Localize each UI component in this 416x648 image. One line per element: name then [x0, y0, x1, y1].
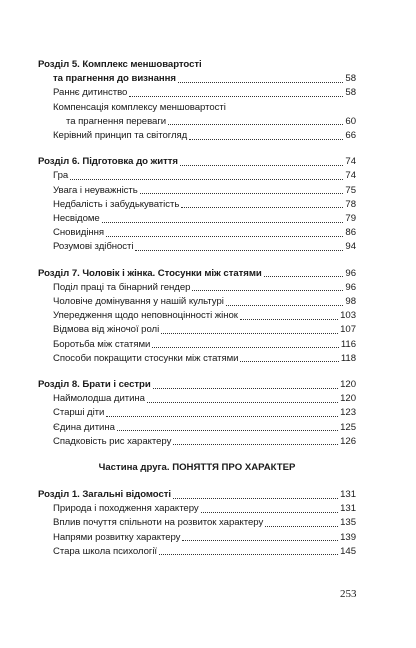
toc-entry-title: Розділ 1. Загальні відомості: [38, 489, 172, 501]
dot-leader: [106, 416, 338, 417]
toc-entry: [38, 531, 356, 545]
toc-entry-page: 116: [340, 338, 356, 350]
toc-entry-title: Сновидіння: [53, 227, 105, 239]
toc-chapter-entry: [38, 155, 356, 169]
toc-sections: [38, 58, 356, 449]
toc-entry-page: 120: [340, 393, 356, 405]
dot-leader: [181, 207, 343, 208]
dot-leader: [240, 319, 338, 320]
toc-section: [38, 267, 356, 366]
toc-entry: [38, 198, 356, 212]
toc-entry-title: Раннє дитинство: [53, 87, 128, 99]
toc-entry-title: Несвідоме: [53, 213, 100, 225]
toc-entry: [38, 392, 356, 406]
toc-entry-title: Вплив почуття спільноти на розвиток характеру: [53, 517, 264, 529]
toc-entry-page: 107: [340, 324, 356, 336]
toc-entry-page: 135: [340, 517, 356, 529]
toc-section: [38, 378, 356, 449]
toc-entry-title: Єдина дитина: [53, 421, 115, 433]
toc-entry: [38, 545, 356, 559]
toc-entry: [38, 115, 356, 129]
toc-entry-page: 96: [345, 267, 356, 279]
dot-leader: [240, 361, 338, 362]
dot-leader: [161, 333, 338, 334]
toc-entry-title: та прагнення до визнання: [53, 73, 176, 85]
dot-leader: [102, 222, 344, 223]
dot-leader: [173, 444, 338, 445]
toc-entry-title: Керівний принцип та світогляд: [53, 130, 188, 142]
toc-entry-title: Відмова від жіночої ролі: [53, 324, 160, 336]
toc-entry-page: 126: [340, 435, 356, 447]
toc-entry-page: 96: [345, 281, 356, 293]
toc-entry-title: Стара школа психології: [53, 545, 158, 557]
toc-entry-page: 86: [345, 227, 356, 239]
page-number: 253: [340, 588, 357, 600]
toc-entry-title: Старші діти: [53, 407, 105, 419]
toc-entry-title: Поділ праці та бінарний гендер: [53, 281, 191, 293]
toc-entry: [38, 435, 356, 449]
toc-entry-page: 125: [340, 421, 356, 433]
toc-entry-page: 74: [345, 156, 356, 168]
toc-entry-page: 98: [345, 296, 356, 308]
toc-chapter-entry: [38, 267, 356, 281]
dot-leader: [70, 179, 343, 180]
dot-leader: [117, 430, 338, 431]
dot-leader: [226, 305, 344, 306]
toc-entry-title: Компенсація комплексу меншовартості: [53, 101, 226, 113]
toc-entry-title: Напрями розвитку характеру: [53, 531, 181, 543]
toc-section: [38, 488, 356, 559]
toc-entry-page: 60: [345, 115, 356, 127]
dot-leader: [147, 402, 338, 403]
toc-entry: [38, 169, 356, 183]
toc-entry-title: Розділ 7. Чоловік і жінка. Стосунки між статями: [38, 267, 262, 279]
toc-section: [38, 155, 356, 254]
toc-entry-title: Розділ 6. Підготовка до життя: [38, 156, 178, 168]
toc-entry: [38, 226, 356, 240]
toc-entry-title: Увага і неуважність: [53, 184, 138, 196]
toc-entry: [38, 352, 356, 366]
dot-leader: [106, 236, 343, 237]
toc-entry: [38, 323, 356, 337]
toc-entry: [38, 516, 356, 530]
table-of-contents: [38, 58, 356, 571]
dot-leader: [192, 290, 343, 291]
toc-entry-page: 79: [345, 213, 356, 225]
toc-entry: [38, 129, 356, 143]
toc-chapter-entry: [38, 378, 356, 392]
toc-entry-title: Упередження щодо неповноцінності жінок: [53, 310, 238, 322]
toc-entry-title: Недбалість і забудькуватість: [53, 198, 180, 210]
toc-entry: [38, 86, 356, 100]
toc-entry-title: Розділ 5. Комплекс меншовартості: [38, 59, 202, 70]
dot-leader: [129, 96, 343, 97]
toc-entry: [38, 184, 356, 198]
toc-entry-page: 74: [345, 170, 356, 182]
toc-entry-title: Спадковість рис характеру: [53, 435, 172, 447]
toc-entry: [38, 309, 356, 323]
toc-entry: [38, 502, 356, 516]
toc-entry-page: 58: [345, 73, 356, 85]
toc-entry-page: 120: [340, 379, 356, 391]
dot-leader: [159, 554, 338, 555]
toc-entry-page: 58: [345, 87, 356, 99]
toc-entry-page: 131: [340, 489, 356, 501]
dot-leader: [153, 388, 338, 389]
toc-entry-page: 123: [340, 407, 356, 419]
dot-leader: [140, 193, 344, 194]
dot-leader: [189, 139, 343, 140]
dot-leader: [168, 124, 343, 125]
dot-leader: [173, 498, 338, 499]
part-sections: [38, 488, 356, 559]
toc-entry-page: 118: [340, 352, 356, 364]
toc-entry: [38, 295, 356, 309]
toc-entry-title: Розумові здібності: [53, 241, 134, 253]
toc-entry-title: Природа і походження характеру: [53, 503, 199, 515]
toc-entry-title: та прагнення переваги: [66, 115, 167, 127]
toc-entry-page: 139: [340, 531, 356, 543]
toc-section: [38, 58, 356, 143]
dot-leader: [182, 540, 338, 541]
toc-entry-title: Гра: [53, 170, 69, 182]
toc-entry: [38, 406, 356, 420]
dot-leader: [180, 165, 343, 166]
dot-leader: [201, 512, 339, 513]
toc-entry: [38, 281, 356, 295]
part-title: Частина друга. ПОНЯТТЯ ПРО ХАРАКТЕР: [98, 462, 296, 474]
toc-chapter-entry: [38, 58, 356, 72]
toc-entry: [38, 212, 356, 226]
toc-entry-title: Розділ 8. Брати і сестри: [38, 379, 151, 391]
dot-leader: [264, 276, 344, 277]
toc-entry-page: 78: [345, 198, 356, 210]
toc-entry: [38, 101, 356, 115]
toc-entry-page: 145: [340, 545, 356, 557]
toc-entry-title: Наймолодша дитина: [53, 393, 145, 405]
toc-entry-page: 75: [345, 184, 356, 196]
dot-leader: [265, 526, 338, 527]
toc-entry: [38, 338, 356, 352]
toc-chapter-entry: [38, 488, 356, 502]
toc-entry: [38, 421, 356, 435]
toc-entry-page: 66: [345, 130, 356, 142]
dot-leader: [178, 82, 343, 83]
toc-entry-page: 103: [340, 310, 356, 322]
dot-leader: [152, 347, 339, 348]
toc-entry: [38, 72, 356, 86]
dot-leader: [135, 250, 343, 251]
toc-entry-title: Боротьба між статями: [53, 338, 151, 350]
toc-entry-title: Способи покращити стосунки між статями: [53, 352, 239, 364]
toc-entry-page: 94: [345, 241, 356, 253]
toc-entry-title: Чоловіче домінування у нашій культурі: [53, 296, 224, 308]
toc-entry-page: 131: [340, 503, 356, 515]
toc-entry: [38, 240, 356, 254]
